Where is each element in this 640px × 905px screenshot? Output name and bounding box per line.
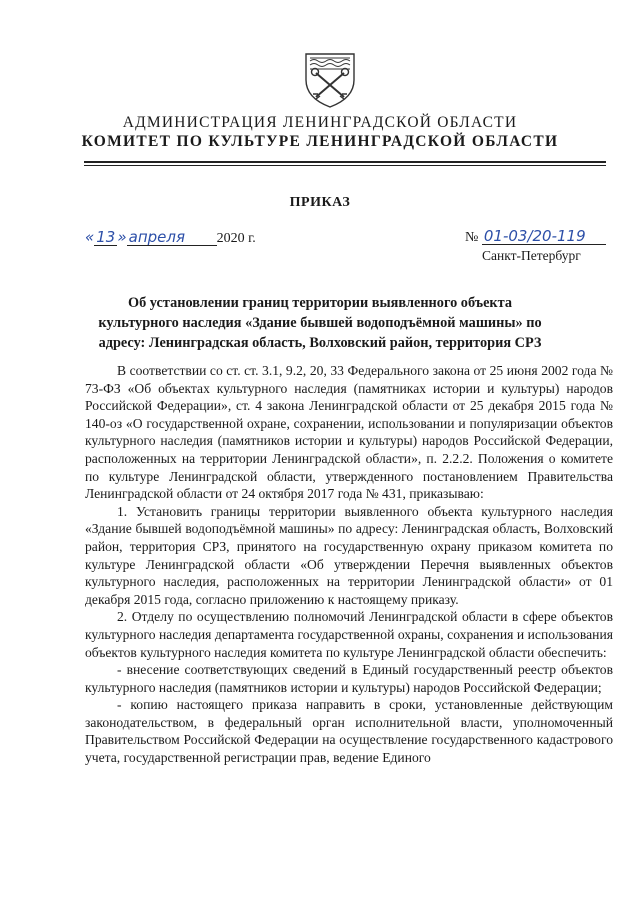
order-heading: Об установлении границ территории выявленного объекта культурного наследия «Здание бывшей водоподъёмной машины» по адресу: Ленинградская область, Волховский район, территория СРЗ — [98, 295, 542, 351]
order-body — [85, 362, 613, 767]
clause-1-paragraph: 1. Установить границы территории выявленного объекта культурного наследия «Здание бывшей водоподъёмной машины» по адресу: Ленинградская область, Волховский район, территория СРЗ, принятого на государственную охрану приказом комитета по культуре Ленинградской области «Об утверждении Перечня выявленных объектов культурного наследия, расположенных на территории Ленинградской области» от 01 декабря 2015 года, согласно приложению к настоящему приказу. — [85, 503, 613, 607]
date-day: 13 — [96, 228, 116, 246]
clause-2-item-registry: - внесение соответствующих сведений в Единый государственный реестр объектов культурного наследия (памятников истории и культуры) народов Российской Федерации; — [85, 662, 613, 695]
leningrad-oblast-emblem-icon — [300, 50, 360, 110]
date-month: апреля — [127, 229, 217, 246]
number-value: 01-03/20-119 — [482, 228, 606, 245]
date-year: 2020 г. — [216, 231, 256, 246]
preamble-paragraph: В соответствии со ст. ст. 3.1, 9.2, 20, 33 Федерального закона от 25 июня 2002 года № 73-ФЗ «Об объектах культурного наследия (памятниках истории и культуры) народов Российской Федерации», ст. 4 закона Ленинградской области от 25 декабря 2015 года № 140-оз «О государственной охране, сохранении, использовании и популяризации объектов культурного наследия (памятников истории и культуры) народов Российской Федерации, расположенных на территории Ленинградской области», п. 2.2.2. Положения о комитете по культуре Ленинградской области, утвержденного постановлением Правительства Ленинградской области от 24 октября 2017 года № 431, приказываю: — [85, 363, 613, 502]
header-divider-thick — [84, 161, 606, 163]
date-open-quote: « — [85, 228, 95, 246]
number-prefix: № — [465, 230, 479, 245]
header-divider-thin — [84, 165, 606, 166]
organization-name: АДМИНИСТРАЦИЯ ЛЕНИНГРАДСКОЙ ОБЛАСТИ — [122, 114, 518, 131]
document-date — [85, 228, 256, 247]
date-close-quote: » — [117, 228, 127, 246]
document-number — [465, 228, 606, 246]
clause-2-item-copy: - копию настоящего приказа направить в сроки, установленные действующим законодательством, в федеральный орган исполнительной власти, уполномоченный Правительством Российской Федерации на осуществление государственного кадастрового учета, государственной регистрации прав, ведение Единого — [85, 697, 613, 766]
document-title: ПРИКАЗ — [289, 195, 351, 210]
document-city: Санкт-Петербург — [482, 248, 581, 263]
committee-name: КОМИТЕТ ПО КУЛЬТУРЕ ЛЕНИНГРАДСКОЙ ОБЛАСТИ — [81, 133, 559, 150]
clause-2-paragraph: 2. Отделу по осуществлению полномочий Ленинградской области в сфере объектов культурного наследия департамента государственной охраны, сохранения и использования объектов культурного наследия комитета по культуре Ленинградской области обеспечить: — [85, 609, 613, 660]
